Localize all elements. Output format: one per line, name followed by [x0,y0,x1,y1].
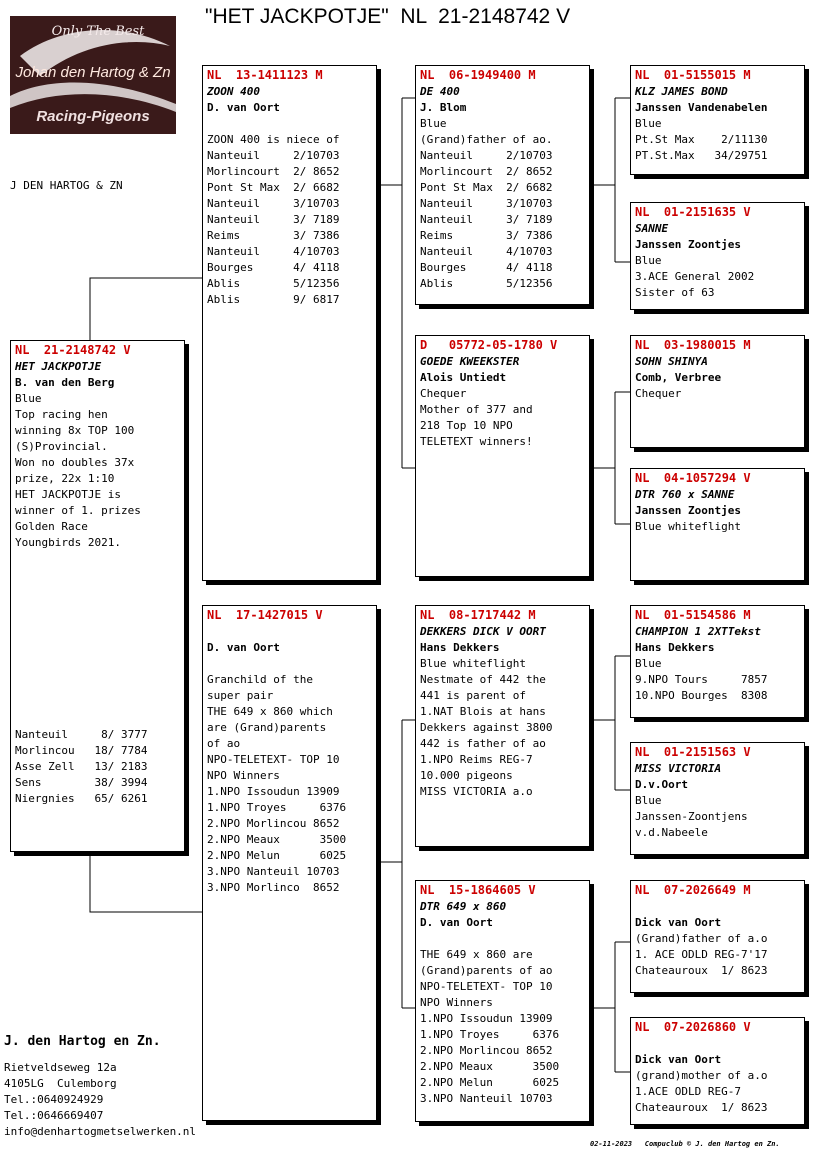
sss-name: KLZ JAMES BOND [635,85,728,98]
pedigree-title: "HET JACKPOTJE" NL 21-2148742 V [205,5,571,28]
sire-sire-line: Nanteuil 4/10703 [420,245,553,258]
sire-line: Ablis 5/12356 [207,277,340,290]
sds-card [630,335,805,448]
dam-sire-card [415,605,590,847]
sdd-ring-number: NL 04-1057294 V [635,471,751,485]
dam-dam-ring-number: NL 15-1864605 V [420,883,536,897]
dds-card [630,880,805,993]
dam-dam-line: 2.NPO Melun 6025 [420,1076,560,1089]
logo-name: Johan den Hartog & Zn [15,64,171,81]
dam-line: 2.NPO Morlincou 8652 [207,817,340,830]
ssd-breeder: Janssen Zoontjes [635,238,741,251]
dam-line: super pair [207,689,274,702]
subject-line: Golden Race [15,520,88,533]
dsd-ring-number: NL 01-2151563 V [635,745,751,759]
subject-result: Nanteuil 8/ 3777 [15,728,148,741]
sire-dam-line: Chequer [420,387,467,400]
email: info@denhartogmetselwerken.nl [4,1125,197,1138]
subject-pigeon-card [10,340,185,852]
dam-dam-breeder: D. van Oort [420,916,493,929]
dam-line: 3.NPO Nanteuil 10703 [207,865,340,878]
sss-card [630,65,805,175]
sire-dam-name: GOEDE KWEEKSTER [420,355,520,368]
dds-line: Chateauroux 1/ 8623 [635,964,768,977]
ssd-line: Blue [635,254,662,267]
dds-line: 1. ACE ODLD REG-7'17 [635,948,768,961]
ddd-line: 1.ACE ODLD REG-7 [635,1085,741,1098]
sire-line: Pont St Max 2/ 6682 [207,181,340,194]
sire-line: Ablis 9/ 6817 [207,293,340,306]
ddd-name [635,1036,800,1052]
dam-dam-line: THE 649 x 860 are [420,948,533,961]
ssd-name: SANNE [635,222,669,235]
sire-ring-number: NL 13-1411123 M [207,68,323,82]
dam-name [207,624,372,640]
sire-line: Morlincourt 2/ 8652 [207,165,340,178]
subject-line: Top racing hen [15,408,108,421]
dam-line: are (Grand)parents [207,721,327,734]
dam-dam-name: DTR 649 x 860 [420,900,507,913]
sire-sire-line: Reims 3/ 7386 [420,229,553,242]
subject-result: Sens 38/ 3994 [15,776,148,789]
dam-sire-line: 1.NAT Blois at hans [420,705,546,718]
dam-dam-line: 2.NPO Meaux 3500 [420,1060,560,1073]
dam-dam-line: 2.NPO Morlincou 8652 [420,1044,553,1057]
sdd-name: DTR 760 x SANNE [635,488,735,501]
print-credit: 02-11-2023 Compuclub © J. den Hartog en Zn. [590,1140,780,1148]
dss-line: 10.NPO Bourges 8308 [635,689,768,702]
sdd-breeder: Janssen Zoontjes [635,504,741,517]
subject-line: HET JACKPOTJE is [15,488,121,501]
dds-ring-number: NL 07-2026649 M [635,883,751,897]
dsd-line: v.d.Nabeele [635,826,708,839]
dam-line: THE 649 x 860 which [207,705,333,718]
sire-sire-line: Pont St Max 2/ 6682 [420,181,553,194]
dsd-name: MISS VICTORIA [635,762,722,775]
dam-line: 3.NPO Morlinco 8652 [207,881,340,894]
subject-breeder: B. van den Berg [15,376,115,389]
dam-dam-line: NPO-TELETEXT- TOP 10 [420,980,553,993]
dam-sire-line: 441 is parent of [420,689,526,702]
address-city: 4105LG Culemborg [4,1077,117,1090]
sire-line: Nanteuil 4/10703 [207,245,340,258]
sss-line: PT.St.Max 34/29751 [635,149,768,162]
sdd-card [630,468,805,581]
subject-line: winner of 1. prizes [15,504,141,517]
logo-subtitle: Racing-Pigeons [36,108,150,125]
dam-sire-line: MISS VICTORIA a.o [420,785,533,798]
subject-ring-number: NL 21-2148742 V [15,343,131,357]
dss-line: Blue [635,657,662,670]
subject-result: Niergnies 65/ 6261 [15,792,148,805]
sire-dam-breeder: Alois Untiedt [420,371,507,384]
sire-breeder: D. van Oort [207,101,280,114]
dam-line: 2.NPO Meaux 3500 [207,833,347,846]
sss-ring-number: NL 01-5155015 M [635,68,751,82]
owner-name: J. den Hartog en Zn. [4,1034,161,1049]
phone-2: Tel.:0646669407 [4,1109,104,1122]
dam-card [202,605,377,1121]
sire-card [202,65,377,581]
ssd-line: Sister of 63 [635,286,715,299]
dss-breeder: Hans Dekkers [635,641,715,654]
dam-dam-card [415,880,590,1122]
dam-line [207,656,372,672]
ddd-ring-number: NL 07-2026860 V [635,1020,751,1034]
sds-name: SOHN SHINYA [635,355,708,368]
dam-sire-line: 1.NPO Reims REG-7 [420,753,533,766]
dam-dam-line: 1.NPO Issoudun 13909 [420,1012,553,1025]
dam-line: 1.NPO Issoudun 13909 [207,785,340,798]
ddd-line: Chateauroux 1/ 8623 [635,1101,768,1114]
logo-tagline: Only The Best [51,24,145,39]
sire-sire-name: DE 400 [420,85,460,98]
dam-dam-line [420,931,585,947]
ddd-breeder: Dick van Oort [635,1053,722,1066]
subject-line: (S)Provincial. [15,440,108,453]
dsd-line: Blue [635,794,662,807]
dss-name: CHAMPION 1 2XTTekst [635,625,761,638]
dam-sire-name: DEKKERS DICK V OORT [420,625,546,638]
phone-1: Tel.:0640924929 [4,1093,104,1106]
address-street: Rietveldseweg 12a [4,1061,117,1074]
sire-sire-line: Bourges 4/ 4118 [420,261,553,274]
sire-line: Bourges 4/ 4118 [207,261,340,274]
ssd-line: 3.ACE General 2002 [635,270,755,283]
dam-dam-line: 1.NPO Troyes 6376 [420,1028,560,1041]
sire-line: Nanteuil 3/ 7189 [207,213,340,226]
sire-line: Reims 3/ 7386 [207,229,340,242]
sire-dam-ring-number: D 05772-05-1780 V [420,338,558,352]
sds-line: Chequer [635,387,682,400]
sire-name: ZOON 400 [207,85,260,98]
dds-line: (Grand)father of a.o [635,932,768,945]
sss-line: Blue [635,117,662,130]
sire-dam-line: Mother of 377 and [420,403,533,416]
subject-line: Won no doubles 37x [15,456,135,469]
sire-line [207,116,372,132]
ssd-ring-number: NL 01-2151635 V [635,205,751,219]
dam-line: Granchild of the [207,673,313,686]
dss-card [630,605,805,718]
dam-line: 1.NPO Troyes 6376 [207,801,347,814]
dam-dam-line: NPO Winners [420,996,493,1009]
dam-line: NPO Winners [207,769,280,782]
sire-line: ZOON 400 is niece of [207,133,340,146]
dss-ring-number: NL 01-5154586 M [635,608,751,622]
sss-line: Pt.St Max 2/11130 [635,133,768,146]
dsd-line: Janssen-Zoontjens [635,810,748,823]
owner-address [4,1060,196,1140]
dam-dam-line: (Grand)parents of ao [420,964,553,977]
dam-ring-number: NL 17-1427015 V [207,608,323,622]
dam-line: of ao [207,737,241,750]
subject-result: Asse Zell 13/ 2183 [15,760,148,773]
sds-ring-number: NL 03-1980015 M [635,338,751,352]
dam-line: NPO-TELETEXT- TOP 10 [207,753,340,766]
dam-sire-line: Nestmate of 442 the [420,673,546,686]
dam-sire-ring-number: NL 08-1717442 M [420,608,536,622]
sdd-line: Blue whiteflight [635,520,741,533]
dam-line: 2.NPO Melun 6025 [207,849,347,862]
dsd-card [630,742,805,855]
dam-sire-breeder: Hans Dekkers [420,641,500,654]
sire-dam-line: 218 Top 10 NPO [420,419,513,432]
sire-line: Nanteuil 3/10703 [207,197,340,210]
subject-line: Youngbirds 2021. [15,536,121,549]
sire-line: Nanteuil 2/10703 [207,149,340,162]
subject-result: Morlincou 18/ 7784 [15,744,148,757]
sire-sire-line: Ablis 5/12356 [420,277,553,290]
dds-breeder: Dick van Oort [635,916,722,929]
sire-dam-line: TELETEXT winners! [420,435,533,448]
dam-sire-line: Blue whiteflight [420,657,526,670]
owner-line: J DEN HARTOG & ZN [10,179,123,192]
sds-breeder: Comb, Verbree [635,371,722,384]
ssd-card [630,202,805,310]
sss-breeder: Janssen Vandenabelen [635,101,768,114]
sire-sire-breeder: J. Blom [420,101,467,114]
sire-sire-line: (Grand)father of ao. [420,133,553,146]
subject-line: Blue [15,392,42,405]
sire-dam-card [415,335,590,577]
dss-line: 9.NPO Tours 7857 [635,673,768,686]
sire-sire-line: Nanteuil 3/10703 [420,197,553,210]
sire-sire-line: Nanteuil 3/ 7189 [420,213,553,226]
dam-dam-line: 3.NPO Nanteuil 10703 [420,1092,553,1105]
subject-line: prize, 22x 1:10 [15,472,115,485]
sire-sire-line: Blue [420,117,447,130]
sire-sire-card [415,65,590,305]
dam-sire-line: 10.000 pigeons [420,769,513,782]
sire-sire-line: Morlincourt 2/ 8652 [420,165,553,178]
ddd-card [630,1017,805,1125]
dds-name [635,899,800,915]
dam-sire-line: Dekkers against 3800 [420,721,553,734]
ddd-line: (grand)mother of a.o [635,1069,768,1082]
dam-breeder: D. van Oort [207,641,280,654]
sire-sire-line: Nanteuil 2/10703 [420,149,553,162]
sire-sire-ring-number: NL 06-1949400 M [420,68,536,82]
dam-sire-line: 442 is father of ao [420,737,546,750]
subject-line: winning 8x TOP 100 [15,424,135,437]
dsd-breeder: D.v.Oort [635,778,688,791]
subject-name: HET JACKPOTJE [15,360,102,373]
